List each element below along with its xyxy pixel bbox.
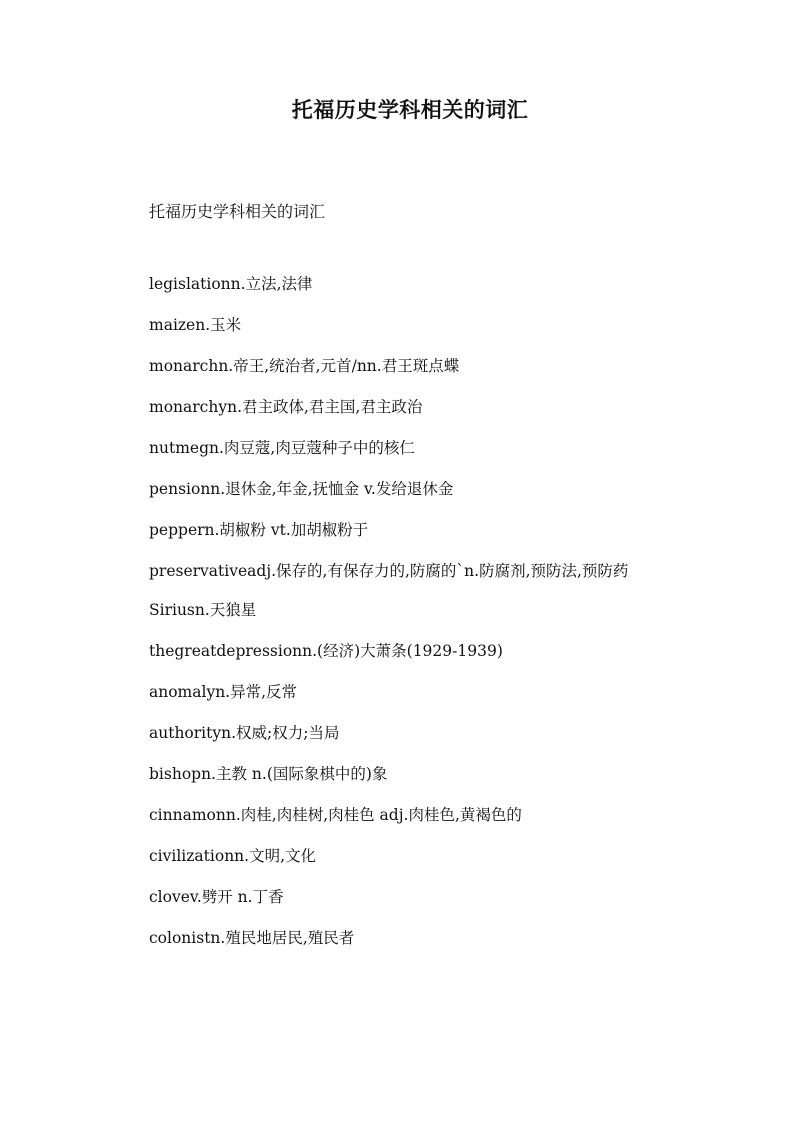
vocabulary-entry: maizen.玉米: [149, 316, 242, 334]
vocabulary-entry: clovev.劈开 n.丁香: [149, 888, 284, 906]
vocabulary-entry: monarchn.帝王,统治者,元首/nn.君王斑点蝶: [149, 357, 460, 375]
vocabulary-entry: authorityn.权威;权力;当局: [149, 724, 340, 742]
document-subtitle: 托福历史学科相关的词汇: [149, 202, 326, 221]
vocabulary-entry: thegreatdepressionn.(经济)大萧条(1929-1939): [149, 642, 503, 660]
vocabulary-entry: anomalyn.异常,反常: [149, 683, 298, 701]
vocabulary-entry: peppern.胡椒粉 vt.加胡椒粉于: [149, 521, 369, 539]
vocabulary-entry: cinnamonn.肉桂,肉桂树,肉桂色 adj.肉桂色,黄褐色的: [149, 806, 522, 824]
vocabulary-entry: nutmegn.肉豆蔻,肉豆蔻种子中的核仁: [149, 439, 415, 457]
page-title: 托福历史学科相关的词汇: [291, 97, 529, 122]
vocabulary-list: [120, 273, 680, 968]
vocabulary-entry: bishopn.主教 n.(国际象棋中的)象: [149, 765, 388, 783]
vocabulary-entry: colonistn.殖民地居民,殖民者: [149, 929, 355, 947]
vocabulary-entry: civilizationn.文明,文化: [149, 847, 317, 865]
vocabulary-entry: Siriusn.天狼星: [149, 601, 257, 619]
vocabulary-entry: monarchyn.君主政体,君主国,君主政治: [149, 398, 423, 416]
vocabulary-entry: legislationn.立法,法律: [149, 275, 313, 293]
vocabulary-entry: pensionn.退休金,年金,抚恤金 v.发给退休金: [149, 480, 454, 498]
vocabulary-entry: preservativeadj.保存的,有保存力的,防腐的`n.防腐剂,预防法,预防药: [149, 562, 629, 580]
